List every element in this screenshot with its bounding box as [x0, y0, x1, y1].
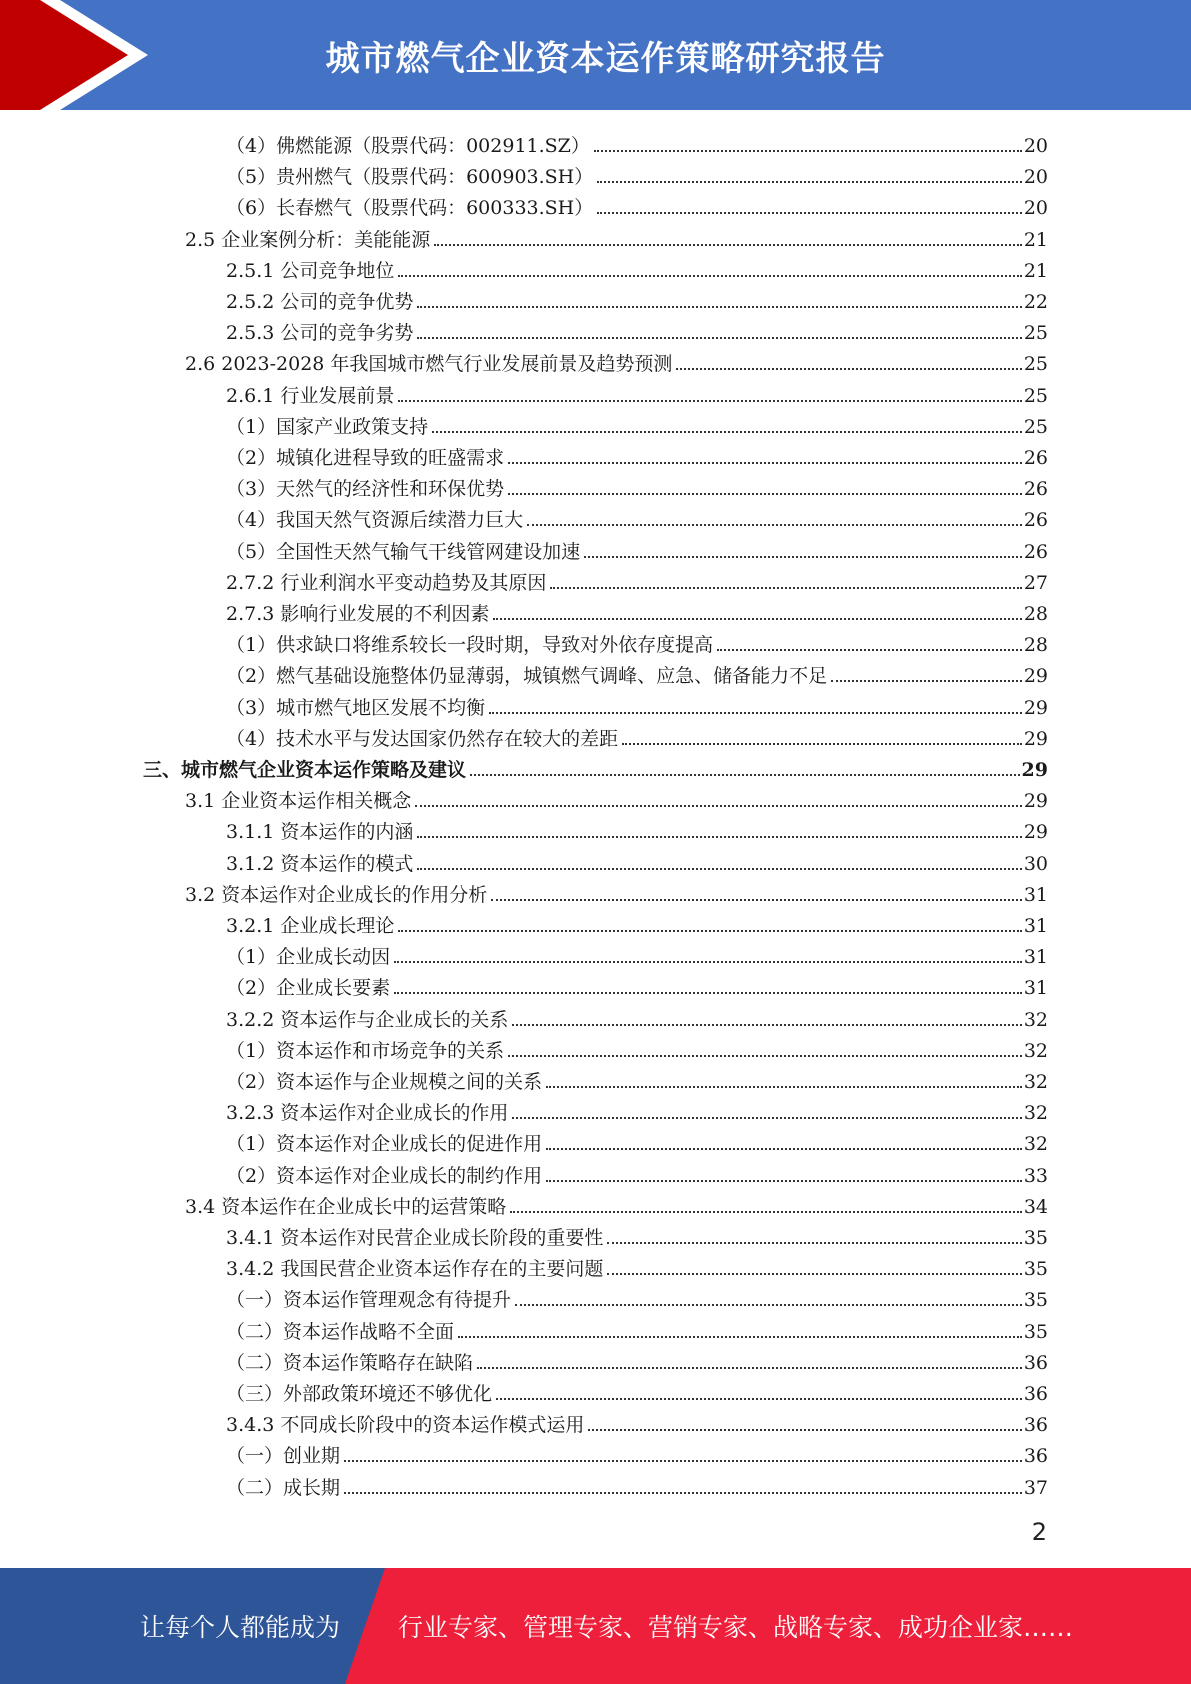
toc-entry-page: 26 [1023, 540, 1048, 563]
toc-entry[interactable] [226, 969, 1048, 1000]
toc-dot-leader [417, 868, 1021, 870]
toc-entry-page: 35 [1023, 1258, 1048, 1281]
toc-entry-label: （5）全国性天然气输气干线管网建设加速 [226, 540, 581, 563]
toc-dot-leader [344, 1460, 1022, 1462]
toc-entry-label: 3.1.1 资本运作的内涵 [226, 821, 414, 844]
toc-dot-leader [546, 1148, 1022, 1150]
toc-entry[interactable] [226, 1157, 1048, 1188]
toc-entry-label: （2）燃气基础设施整体仍显薄弱，城镇燃气调峰、应急、储备能力不足 [226, 665, 828, 688]
toc-dot-leader [491, 899, 1022, 901]
toc-dot-leader [676, 368, 1021, 370]
toc-entry-label: 三、城市燃气企业资本运作策略及建议 [143, 759, 467, 781]
toc-entry[interactable] [185, 876, 1048, 907]
toc-entry-page: 35 [1023, 1227, 1048, 1249]
toc-entry-label: 2.5 企业案例分析：美能能源 [185, 228, 431, 251]
toc-dot-leader [597, 181, 1022, 183]
toc-dot-leader [508, 462, 1022, 464]
toc-entry-label: 3.1.2 资本运作的模式 [226, 852, 414, 875]
toc-entry-page: 35 [1023, 1320, 1048, 1343]
toc-entry-label: 2.6 2023-2028 年我国城市燃气行业发展前景及趋势预测 [185, 353, 673, 376]
toc-dot-leader [398, 400, 1021, 402]
toc-entry[interactable] [185, 1188, 1048, 1219]
toc-entry-label: 3.4 资本运作在企业成长中的运营策略 [185, 1195, 507, 1218]
toc-entry-page: 33 [1023, 1164, 1048, 1187]
toc-entry[interactable] [226, 1125, 1048, 1156]
toc-entry-label: （二）资本运作策略存在缺陷 [226, 1351, 474, 1374]
toc-dot-leader [432, 431, 1022, 433]
toc-entry-label: 2.7.3 影响行业发展的不利因素 [226, 603, 490, 625]
toc-dot-leader [398, 275, 1021, 277]
toc-entry-label: （1）企业成长动因 [226, 946, 391, 969]
toc-entry-page: 29 [1023, 727, 1048, 750]
toc-entry-label: 3.2 资本运作对企业成长的作用分析 [185, 883, 488, 906]
toc-entry-label: 2.7.2 行业利润水平变动趋势及其原因 [226, 571, 547, 594]
toc-entry-label: （2）资本运作与企业规模之间的关系 [226, 1071, 543, 1093]
toc-entry[interactable] [226, 813, 1048, 844]
toc-dot-leader [496, 1398, 1022, 1400]
toc-entry[interactable] [226, 1219, 1048, 1250]
report-title: 城市燃气企业资本运作策略研究报告 [325, 38, 886, 79]
toc-entry-page: 31 [1023, 977, 1048, 1000]
toc-entry[interactable] [226, 439, 1048, 470]
report-header [0, 0, 1191, 110]
toc-entry-page: 26 [1023, 447, 1048, 469]
toc-entry-label: （1）供求缺口将维系较长一段时期，导致对外依存度提高 [226, 634, 714, 657]
toc-entry[interactable] [226, 533, 1048, 564]
toc-entry-label: （4）技术水平与发达国家仍然存在较大的差距 [226, 727, 619, 750]
toc-entry[interactable] [185, 221, 1048, 252]
toc-entry-page: 25 [1023, 415, 1048, 438]
toc-entry-label: 3.4.1 资本运作对民营企业成长阶段的重要性 [226, 1227, 604, 1249]
toc-dot-leader [417, 337, 1021, 339]
toc-entry-page: 21 [1023, 259, 1048, 282]
page-number: 2 [1031, 1518, 1047, 1546]
toc-entry[interactable] [226, 283, 1048, 314]
toc-entry[interactable] [226, 1250, 1048, 1281]
toc-entry-page: 29 [1023, 665, 1048, 688]
toc-entry[interactable] [226, 1032, 1048, 1063]
toc-entry[interactable] [226, 158, 1048, 189]
toc-entry-page: 20 [1023, 135, 1048, 157]
toc-dot-leader [458, 1336, 1022, 1338]
toc-entry[interactable] [226, 657, 1048, 688]
toc-entry-page: 29 [1023, 790, 1048, 813]
toc-entry-page: 25 [1023, 322, 1048, 345]
toc-entry-page: 36 [1023, 1445, 1048, 1468]
toc-entry[interactable] [226, 408, 1048, 439]
toc-entry[interactable] [185, 782, 1048, 813]
toc-entry[interactable] [226, 1001, 1048, 1032]
footer-banner [0, 1568, 1191, 1684]
toc-entry-label: （4）佛燃能源（股票代码：002911.SZ） [226, 135, 590, 157]
toc-entry[interactable] [226, 1281, 1048, 1312]
toc-dot-leader [477, 1367, 1022, 1369]
toc-entry-page: 36 [1023, 1351, 1048, 1374]
toc-entry-page: 32 [1023, 1102, 1048, 1125]
toc-entry-page: 29 [1021, 759, 1048, 781]
toc-dot-leader [394, 961, 1022, 963]
toc-dot-leader [607, 1273, 1021, 1275]
toc-entry-label: （5）贵州燃气（股票代码：600903.SH） [226, 166, 594, 189]
toc-dot-leader [622, 743, 1022, 745]
toc-entry[interactable] [226, 626, 1048, 657]
toc-entry[interactable] [226, 189, 1048, 220]
toc-entry[interactable] [226, 314, 1048, 345]
toc-entry-page: 32 [1023, 1008, 1048, 1031]
toc-dot-leader [527, 524, 1022, 526]
footer-slogan-left: 让每个人都能成为 [140, 1613, 341, 1642]
toc-dot-leader [550, 587, 1021, 589]
toc-entry[interactable] [226, 689, 1048, 720]
toc-dot-leader [546, 1180, 1022, 1182]
toc-entry-page: 28 [1023, 603, 1048, 625]
toc-entry-page: 21 [1023, 228, 1048, 251]
toc-entry-page: 35 [1023, 1289, 1048, 1312]
toc-entry-page: 32 [1023, 1039, 1048, 1062]
toc-entry-page: 36 [1023, 1383, 1048, 1405]
toc-dot-leader [588, 1429, 1021, 1431]
toc-entry-page: 25 [1023, 384, 1048, 407]
toc-dot-leader [546, 1086, 1022, 1088]
toc-dot-leader [493, 618, 1021, 620]
toc-entry-page: 29 [1023, 696, 1048, 719]
toc-entry-label: （1）资本运作和市场竞争的关系 [226, 1039, 505, 1062]
toc-entry[interactable] [226, 595, 1048, 626]
toc-entry[interactable] [226, 720, 1048, 751]
toc-entry[interactable] [226, 470, 1048, 501]
toc-entry-label: （2）资本运作对企业成长的制约作用 [226, 1164, 543, 1187]
toc-entry-label: 2.5.1 公司竞争地位 [226, 259, 395, 282]
toc-entry-page: 26 [1023, 478, 1048, 501]
toc-entry-label: 3.1 企业资本运作相关概念 [185, 790, 412, 813]
toc-dot-leader [470, 774, 1020, 776]
toc-dot-leader [417, 306, 1021, 308]
toc-dot-leader [394, 992, 1022, 994]
toc-entry-page: 37 [1023, 1476, 1048, 1499]
toc-entry-page: 36 [1023, 1414, 1048, 1437]
toc-entry-page: 25 [1023, 353, 1048, 376]
toc-entry[interactable] [226, 564, 1048, 595]
toc-dot-leader [510, 1211, 1022, 1213]
toc-entry[interactable] [226, 907, 1048, 938]
toc-entry-page: 31 [1023, 946, 1048, 969]
toc-dot-leader [831, 680, 1022, 682]
toc-entry[interactable] [226, 252, 1048, 283]
toc-dot-leader [415, 805, 1022, 807]
toc-entry-label: （二）资本运作战略不全面 [226, 1320, 455, 1343]
toc-dot-leader [584, 556, 1022, 558]
toc-dot-leader [344, 1492, 1022, 1494]
toc-entry-label: （三）外部政策环境还不够优化 [226, 1383, 493, 1405]
toc-dot-leader [515, 1304, 1022, 1306]
toc-entry-label: 3.4.2 我国民营企业资本运作存在的主要问题 [226, 1258, 604, 1281]
toc-entry[interactable] [226, 127, 1048, 158]
toc-entry[interactable] [226, 1094, 1048, 1125]
toc-dot-leader [512, 1024, 1021, 1026]
toc-entry-page: 30 [1023, 852, 1048, 875]
toc-entry-page: 29 [1023, 821, 1048, 844]
toc-dot-leader [597, 212, 1022, 214]
toc-entry[interactable] [226, 1437, 1048, 1468]
toc-entry-label: （3）城市燃气地区发展不均衡 [226, 696, 486, 719]
toc-entry-label: （6）长春燃气（股票代码：600333.SH） [226, 197, 594, 220]
toc-entry[interactable] [226, 1344, 1048, 1375]
toc-dot-leader [508, 1055, 1022, 1057]
toc-entry-page: 27 [1023, 571, 1048, 594]
toc-entry-label: 2.5.2 公司的竞争优势 [226, 291, 414, 313]
toc-entry[interactable] [226, 501, 1048, 532]
toc-dot-leader [398, 930, 1021, 932]
toc-entry[interactable] [143, 751, 1048, 782]
toc-entry-label: （1）国家产业政策支持 [226, 415, 429, 438]
toc-entry-label: （二）成长期 [226, 1476, 341, 1499]
toc-entry-label: （2）城镇化进程导致的旺盛需求 [226, 447, 505, 469]
toc-entry-label: 3.2.2 资本运作与企业成长的关系 [226, 1008, 509, 1031]
toc-dot-leader [594, 150, 1022, 152]
toc-entry-page: 20 [1023, 197, 1048, 220]
toc-entry-label: （3）天然气的经济性和环保优势 [226, 478, 505, 501]
toc-dot-leader [607, 1242, 1021, 1244]
toc-dot-leader [512, 1117, 1021, 1119]
toc-entry[interactable] [226, 845, 1048, 876]
toc-entry-page: 32 [1023, 1071, 1048, 1093]
toc-entry[interactable] [226, 377, 1048, 408]
toc-entry-page: 26 [1023, 509, 1048, 532]
toc-entry-page: 20 [1023, 166, 1048, 189]
toc-entry-label: 2.5.3 公司的竞争劣势 [226, 322, 414, 345]
toc-dot-leader [508, 493, 1022, 495]
toc-entry[interactable] [226, 1406, 1048, 1437]
toc-entry-page: 31 [1023, 883, 1048, 906]
toc-entry-label: 3.4.3 不同成长阶段中的资本运作模式运用 [226, 1414, 585, 1437]
toc-entry[interactable] [226, 1313, 1048, 1344]
toc-entry[interactable] [226, 1063, 1048, 1094]
toc-entry[interactable] [226, 1469, 1048, 1500]
toc-dot-leader [489, 712, 1022, 714]
toc-entry-label: （一）创业期 [226, 1445, 341, 1468]
footer-slogan-right: 行业专家、管理专家、营销专家、战略专家、成功企业家…… [398, 1613, 1074, 1642]
toc-entry-label: 3.2.1 企业成长理论 [226, 915, 395, 937]
toc-entry[interactable] [226, 1375, 1048, 1406]
toc-entry-page: 31 [1023, 915, 1048, 937]
toc-entry-label: 3.2.3 资本运作对企业成长的作用 [226, 1102, 509, 1125]
toc-entry-label: （1）资本运作对企业成长的促进作用 [226, 1133, 543, 1156]
toc-entry-label: （一）资本运作管理观念有待提升 [226, 1289, 512, 1312]
toc-dot-leader [417, 836, 1021, 838]
toc-dot-leader [434, 244, 1022, 246]
toc-entry-page: 32 [1023, 1133, 1048, 1156]
toc-entry-label: 2.6.1 行业发展前景 [226, 384, 395, 407]
toc-dot-leader [717, 649, 1022, 651]
toc-entry-label: （2）企业成长要素 [226, 977, 391, 1000]
toc-entry-page: 22 [1023, 291, 1048, 313]
toc-entry-page: 34 [1023, 1195, 1048, 1218]
toc-entry-page: 28 [1023, 634, 1048, 657]
toc-entry[interactable] [185, 345, 1048, 376]
toc-entry-label: （4）我国天然气资源后续潜力巨大 [226, 509, 524, 532]
toc-entry[interactable] [226, 938, 1048, 969]
